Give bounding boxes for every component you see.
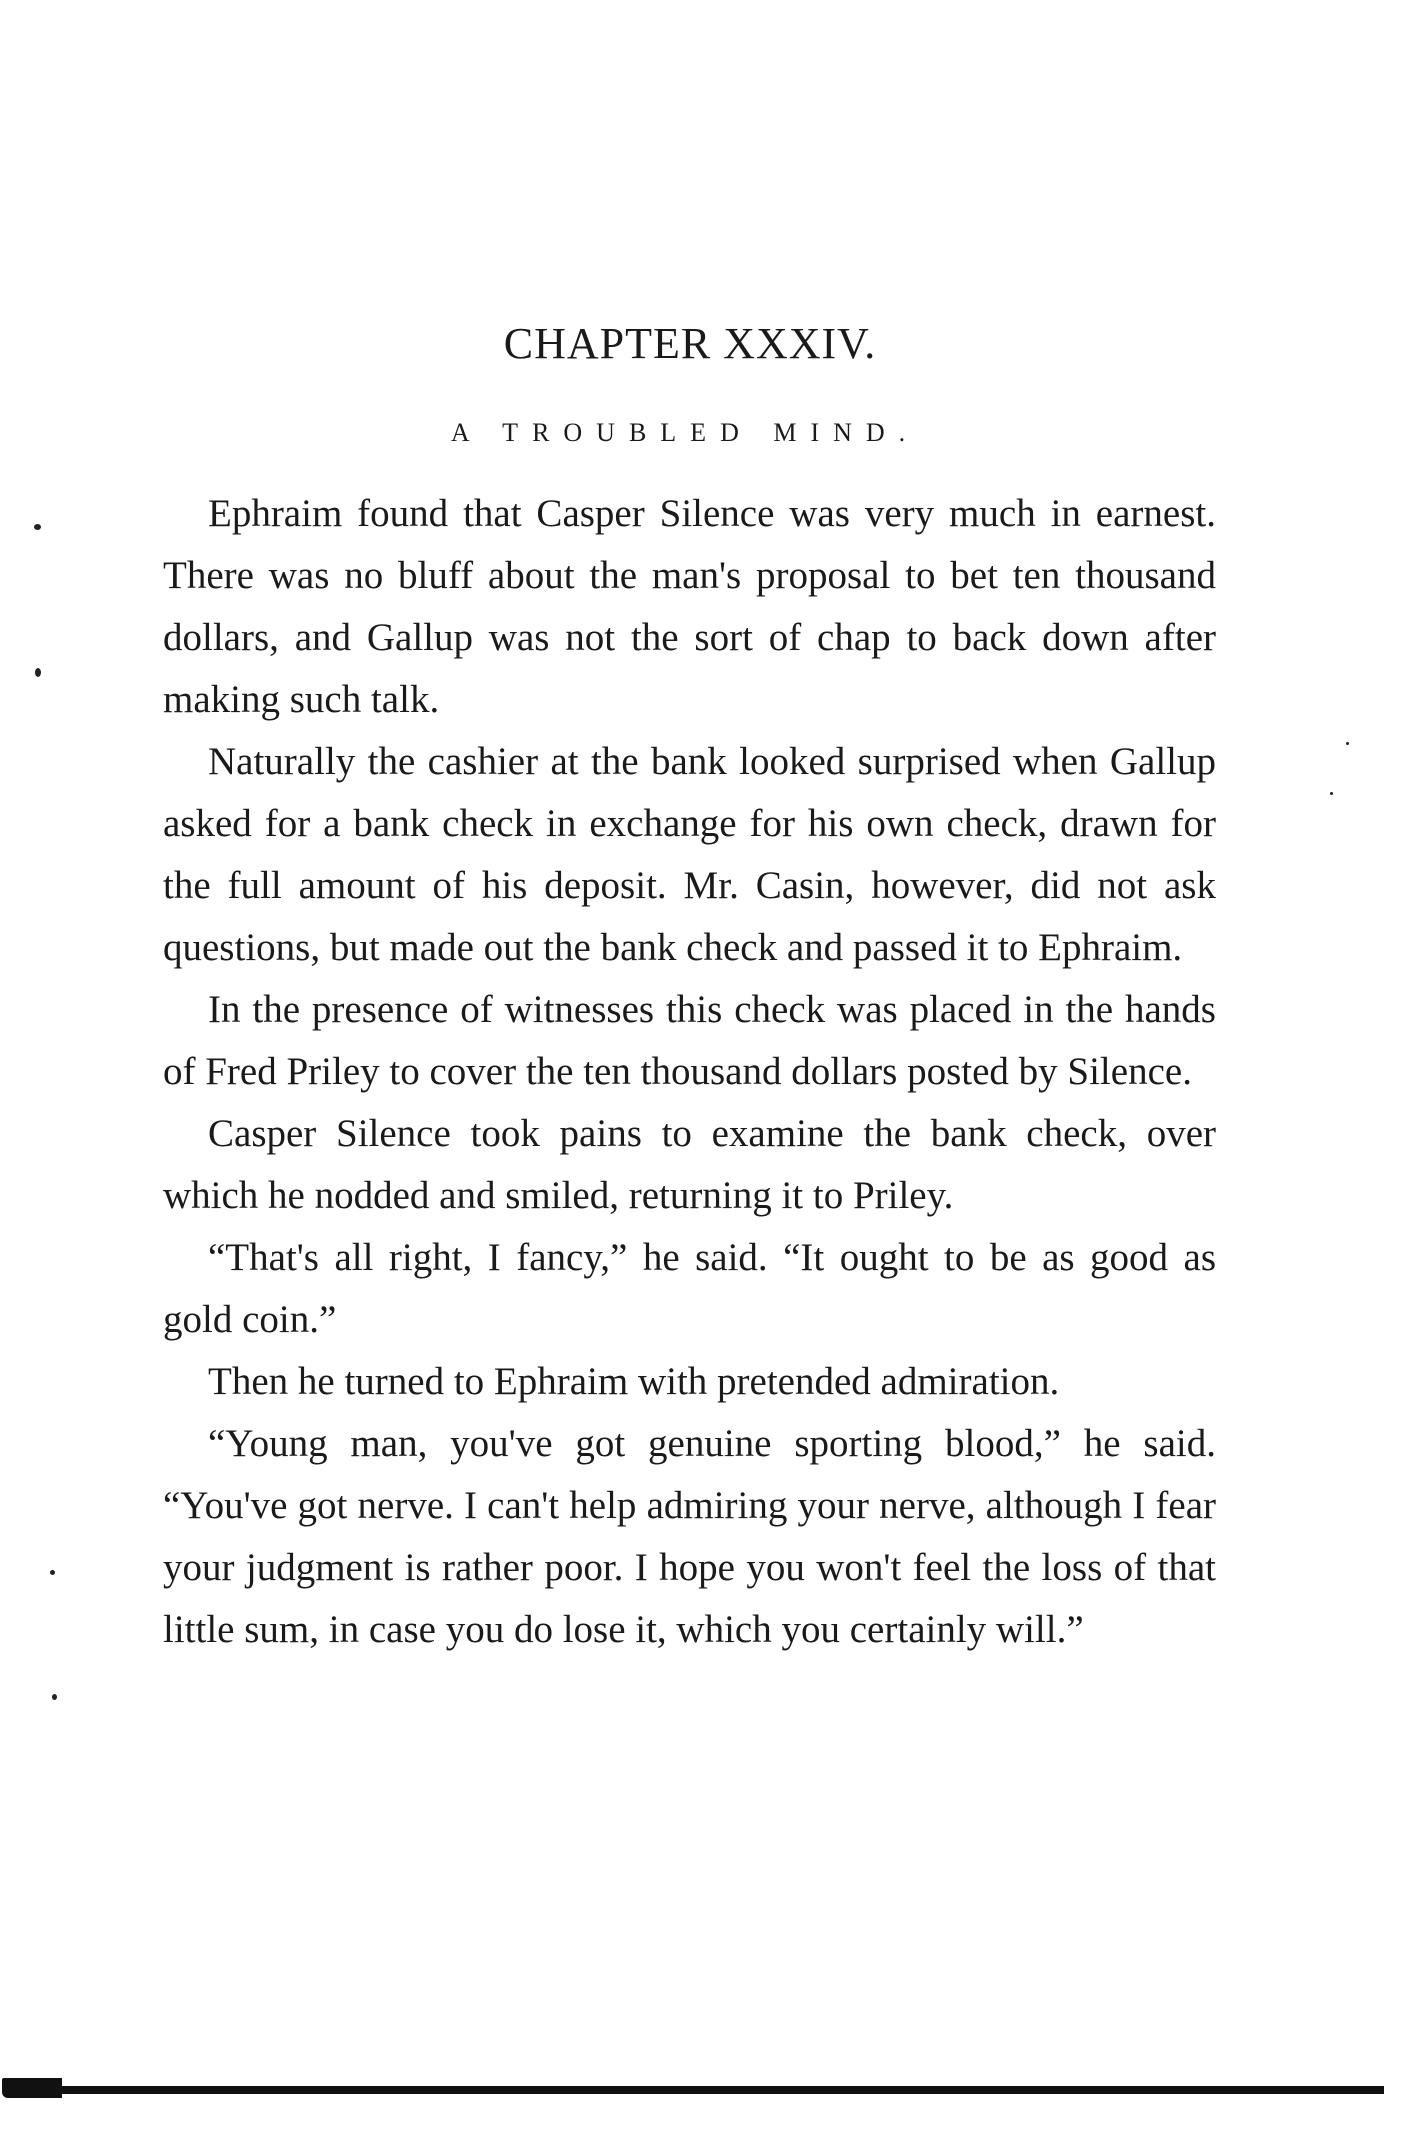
scan-speck [1346,742,1349,745]
page-bottom-rule [6,2086,1384,2094]
scan-speck [50,1570,55,1575]
chapter-subtitle: A TROUBLED MIND. [450,418,920,447]
paragraph: Then he turned to Ephraim with pretended admiration. [208,1360,1060,1403]
chapter-body [163,483,1216,1661]
chapter-title: CHAPTER XXXIV. [503,319,877,368]
scan-speck [52,1694,57,1700]
scan-speck [34,524,41,530]
paragraph: Ephraim found that Casper Silence was very much in earnest. There was no bluff about the man's proposal to bet ten thousand dollars, and Gallup was not the sort of chap to back down after making such talk. [163,492,1216,721]
paragraph: Naturally the cashier at the bank looked surprised when Gallup asked for a bank check in exchange for his own check, drawn for the full amount of his deposit. Mr. Casin, however, did not ask questions, but made out the bank check and passed it to Ephraim. [163,740,1216,969]
paragraph: “That's all right, I fancy,” he said. “It ought to be as good as gold coin.” [163,1236,1216,1341]
paragraph: In the presence of witnesses this check was placed in the hands of Fred Priley to cover the ten thousand dollars posted by Silence. [163,988,1216,1093]
paragraph: “Young man, you've got genuine sporting blood,” he said. “You've got nerve. I can't help admiring your nerve, although I fear your judgment is rather poor. I hope you won't feel the loss of that little sum, in case you do lose it, which you certainly will.” [163,1422,1216,1651]
scan-speck [35,668,41,677]
paragraph: Casper Silence took pains to examine the bank check, over which he nodded and smiled, returning it to Priley. [163,1112,1216,1217]
scan-speck [1330,792,1333,795]
